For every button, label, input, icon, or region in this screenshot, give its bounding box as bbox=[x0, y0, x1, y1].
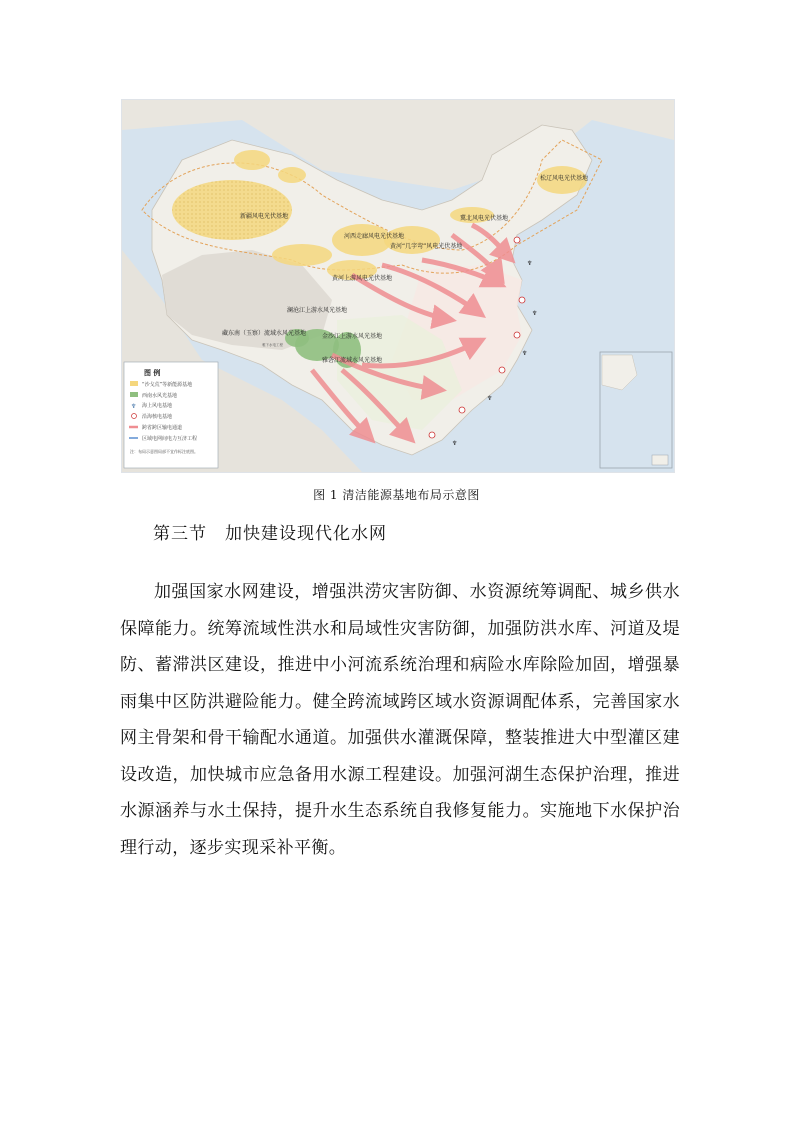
hami-base bbox=[278, 167, 306, 183]
label-yalong: 雅砻江流域水风光基地 bbox=[322, 357, 383, 364]
svg-text:♆: ♆ bbox=[487, 395, 493, 402]
label-huanghe-upper: 黄河上游风电光伏基地 bbox=[332, 275, 393, 282]
clean-energy-map bbox=[121, 99, 675, 473]
label-zangdongnan: 藏东南（玉察）流域水风光基地 bbox=[222, 330, 307, 337]
section-heading bbox=[153, 519, 387, 544]
xinjiang-base-texture bbox=[172, 180, 292, 240]
label-jiziwan: 黄河“几字弯”风电光伏基地 bbox=[390, 243, 463, 250]
label-jinsha: 金沙江上游水风光基地 bbox=[322, 333, 383, 340]
qaidam-base bbox=[272, 244, 332, 266]
legend-title: 图 例 bbox=[144, 369, 161, 377]
north-xinjiang-base bbox=[234, 150, 270, 170]
section-number: 第三节 bbox=[153, 524, 207, 544]
svg-text:“沙戈荒”等新能源基地: “沙戈荒”等新能源基地 bbox=[142, 382, 193, 388]
label-xinjiang: 新疆风电光伏基地 bbox=[240, 213, 289, 220]
svg-text:♆: ♆ bbox=[527, 260, 533, 267]
label-hexi: 河西走廊风电光伏基地 bbox=[344, 233, 405, 240]
svg-text:♆: ♆ bbox=[131, 403, 137, 410]
body-paragraph: 加强国家水网建设，增强洪涝灾害防御、水资源统筹调配、城乡供水保障能力。统筹流域性洪水和局域性灾害防御，加强防洪水库、河道及堤防、蓄滞洪区建设，推进中小河流系统治理和病险水库除险加固，增强暴雨集中区防洪避险能力。健全跨流域跨区域水资源调配体系，完善国家水网主骨架和骨干输配水通道。加强供水灌溉保障，整装推进大中型灌区建设改造，加快城市应急备用水源工程建设。加强河湖生态保护治理，推进水源涵养与水土保持，提升水生态系统自我修复能力。实施地下水保护治理行动，逐步实现采补平衡。 bbox=[120, 582, 680, 858]
svg-text:♆: ♆ bbox=[522, 350, 528, 357]
svg-text:区域电网间电力互济工程: 区域电网间电力互济工程 bbox=[142, 436, 198, 442]
svg-text:注：布局示意图局部不宜作标注底图。: 注：布局示意图局部不宜作标注底图。 bbox=[130, 449, 198, 454]
section-title: 加快建设现代化水网 bbox=[225, 524, 387, 544]
label-lancang: 澜沧江上游水风光基地 bbox=[287, 307, 348, 314]
label-jibei: 冀北风电光伏基地 bbox=[460, 215, 509, 222]
svg-text:跨省跨区输电通道: 跨省跨区输电通道 bbox=[142, 425, 183, 431]
svg-text:♆: ♆ bbox=[452, 440, 458, 447]
figure-caption: 图 1 清洁能源基地布局示意图 bbox=[313, 488, 480, 502]
svg-text:♆: ♆ bbox=[532, 310, 538, 317]
map-legend bbox=[124, 362, 218, 468]
svg-text:沿海核电基地: 沿海核电基地 bbox=[142, 414, 173, 420]
hexi-base-area bbox=[332, 224, 392, 256]
label-yarlung: 雅下水电工程 bbox=[262, 343, 283, 347]
label-songliao: 松辽风电光伏基地 bbox=[540, 175, 589, 182]
svg-text:海上风电基地: 海上风电基地 bbox=[142, 403, 173, 409]
svg-text:西南水风光基地: 西南水风光基地 bbox=[142, 393, 178, 399]
